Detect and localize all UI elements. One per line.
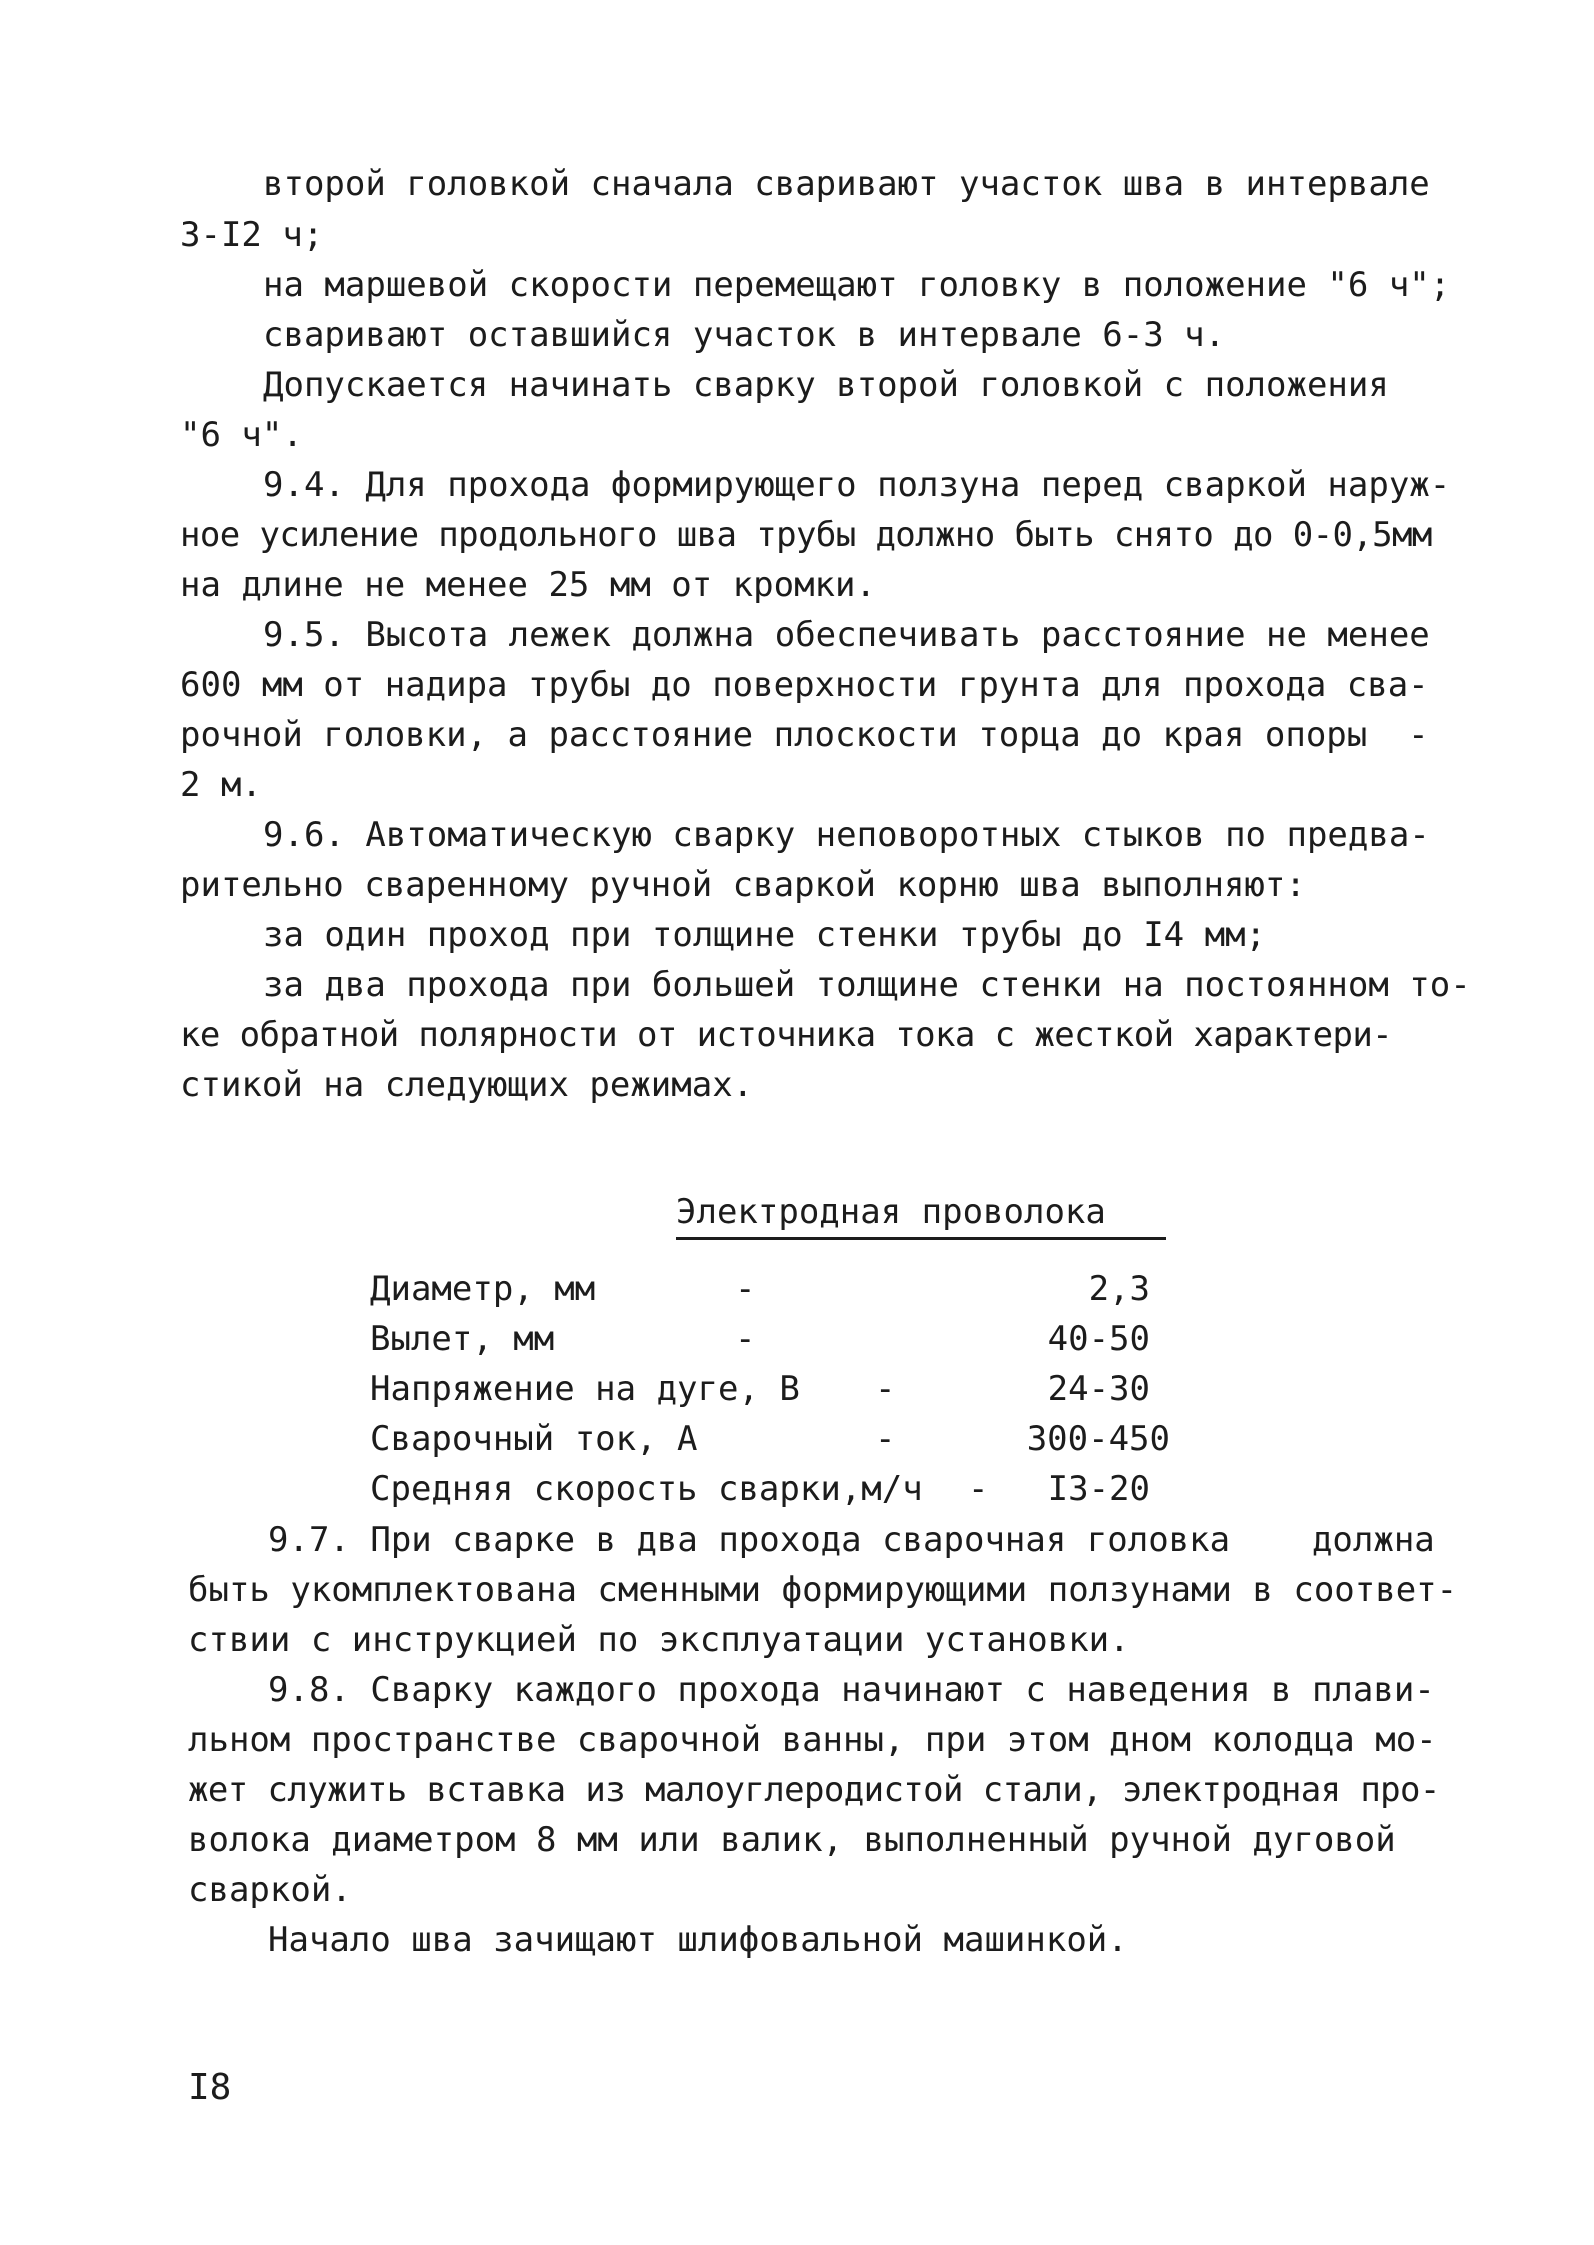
param-value: 40-50 bbox=[1047, 1319, 1150, 1359]
param-dash: - bbox=[735, 1319, 756, 1359]
text-line: 2 м. bbox=[180, 765, 262, 805]
param-name: Сварочный ток, А bbox=[370, 1419, 698, 1459]
param-value: 24-30 bbox=[1047, 1369, 1150, 1409]
text-line: рочной головки, а расстояние плоскости торца до края опоры - bbox=[180, 715, 1429, 755]
text-line: волока диаметром 8 мм или валик, выполненный ручной дуговой bbox=[188, 1820, 1396, 1860]
text-line: Начало шва зачищают шлифовальной машинкой. bbox=[268, 1920, 1128, 1960]
text-line: рительно сваренному ручной сваркой корню шва выполняют: bbox=[180, 865, 1306, 905]
param-name: Вылет, мм bbox=[370, 1319, 555, 1359]
text-line: стикой на следующих режимах. bbox=[180, 1065, 754, 1105]
param-value: I3-20 bbox=[1047, 1469, 1150, 1509]
text-line: льном пространстве сварочной ванны, при этом дном колодца мо- bbox=[188, 1720, 1437, 1760]
text-line: ствии с инструкцией по эксплуатации установки. bbox=[188, 1620, 1130, 1660]
param-name: Средняя скорость сварки,м/ч bbox=[370, 1469, 923, 1509]
text-line: сваривают оставшийся участок в интервале 6-3 ч. bbox=[263, 315, 1226, 355]
param-value: 300-450 bbox=[1026, 1419, 1170, 1459]
param-dash: - bbox=[735, 1269, 756, 1309]
text-line: жет служить вставка из малоуглеродистой стали, электродная про- bbox=[188, 1770, 1440, 1810]
param-name: Диаметр, мм bbox=[370, 1269, 596, 1309]
text-line: 9.7. При сварке в два прохода сварочная головка должна bbox=[268, 1520, 1435, 1560]
param-value: 2,3 bbox=[1088, 1269, 1150, 1309]
text-line: на маршевой скорости перемещают головку в положение "6 ч"; bbox=[263, 265, 1451, 305]
param-dash: - bbox=[875, 1419, 896, 1459]
text-line: "6 ч". bbox=[180, 415, 303, 455]
text-line: 3-I2 ч; bbox=[180, 215, 324, 255]
text-line: быть укомплектована сменными формирующими ползунами в соответ- bbox=[188, 1570, 1458, 1610]
text-line: за два прохода при большей толщине стенки на постоянном то- bbox=[263, 965, 1471, 1005]
text-line: сваркой. bbox=[188, 1870, 352, 1910]
text-line: Допускается начинать сварку второй головкой с положения bbox=[263, 365, 1389, 405]
text-line: 9.4. Для прохода формирующего ползуна перед сваркой наруж- bbox=[263, 465, 1451, 505]
text-line: 600 мм от надира трубы до поверхности грунта для прохода сва- bbox=[180, 665, 1429, 705]
text-line: второй головкой сначала сваривают участок шва в интервале bbox=[263, 164, 1430, 204]
param-dash: - bbox=[968, 1469, 989, 1509]
page-number: I8 bbox=[188, 2067, 232, 2108]
text-line: 9.6. Автоматическую сварку неповоротных стыков по предва- bbox=[263, 815, 1430, 855]
table-heading: Электродная проволока bbox=[676, 1195, 1166, 1240]
text-line: ное усиление продольного шва трубы должно быть снято до 0-0,5мм bbox=[180, 515, 1432, 555]
text-line: ке обратной полярности от источника тока с жесткой характери- bbox=[180, 1015, 1393, 1055]
param-dash: - bbox=[875, 1369, 896, 1409]
text-line: за один проход при толщине стенки трубы до I4 мм; bbox=[263, 915, 1267, 955]
text-line: на длине не менее 25 мм от кромки. bbox=[180, 565, 876, 605]
text-line: 9.5. Высота лежек должна обеспечивать расстояние не менее bbox=[263, 615, 1430, 655]
param-name: Напряжение на дуге, В bbox=[370, 1369, 800, 1409]
text-line: 9.8. Сварку каждого прохода начинают с наведения в плави- bbox=[268, 1670, 1435, 1710]
